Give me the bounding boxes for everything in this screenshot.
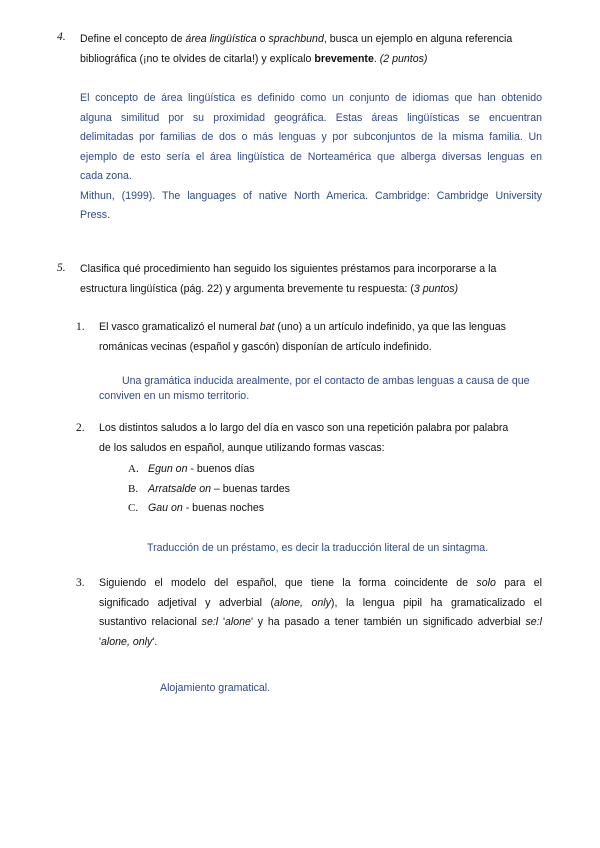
subitem-c: C. Gau on - buenas noches <box>128 499 428 519</box>
term-arratsalde-on: Arratsalde on <box>148 482 212 495</box>
item-1-answer-line-2: conviven en un mismo territorio. <box>99 390 250 402</box>
item-2-answer: Traducción de un préstamo, es decir la traducción literal de un sintagma. <box>147 542 489 554</box>
subitem-letter: B. <box>128 482 139 495</box>
item-3-text <box>99 574 542 652</box>
citation-line: Press. <box>80 209 111 221</box>
item-1-answer-line-1: Una gramática inducida arealmente, por el contacto de ambas lenguas a causa de que <box>122 375 530 387</box>
subitem-letter: C. <box>128 502 139 514</box>
answer-line: El concepto de área lingüística es definido como un conjunto de idiomas que han obtenido <box>80 92 542 104</box>
term-gau-on: Gau on <box>148 502 183 514</box>
item-3-number: 3. <box>76 577 85 589</box>
citation-line: Mithun, (1999). The languages of native North America. Cambridge: Cambridge University <box>80 189 542 202</box>
term-egun-on: Egun on <box>148 463 188 475</box>
item-3-line-3: sustantivo relacional se:l 'alone' y ha pasado a tener también un significado adverbial se:l <box>99 616 542 628</box>
item-1-answer <box>99 374 554 404</box>
question-5-text <box>80 260 550 299</box>
term-sel: se:l <box>525 616 542 628</box>
term-solo: solo <box>476 577 496 589</box>
term-alone-only: alone, only <box>274 596 331 609</box>
item-2-line-1: Los distintos saludos a lo largo del día en vasco son una repetición palabra por palabra <box>99 422 509 434</box>
emphasis-brevemente: brevemente <box>314 52 374 65</box>
item-2-line-2: de los saludos en español, aunque utilizando formas vascas: <box>99 441 385 454</box>
answer-line: cada zona. <box>80 170 132 182</box>
item-2-number: 2. <box>76 422 85 434</box>
question-5-line-2: estructura lingüística (pág. 22) y argumenta brevemente tu respuesta: (3 puntos) <box>80 282 459 295</box>
item-3-line-1: Siguiendo el modelo del español, que tiene la forma coincidente de solo para el <box>99 577 542 589</box>
question-5-line-1: Clasifica qué procedimiento han seguido los siguientes préstamos para incorporarse a la <box>80 263 497 275</box>
item-3-answer: Alojamiento gramatical. <box>160 682 271 694</box>
item-3-line-4: 'alone, only'. <box>99 635 158 648</box>
item-1-line-1: El vasco gramaticalizó el numeral bat (uno) a un artículo indefinido, ya que las lenguas <box>99 321 506 333</box>
question-4-line-1: Define el concepto de área lingüística o sprachbund, busca un ejemplo en alguna referencia <box>80 33 513 45</box>
subitem-b: B. Arratsalde on – buenas tardes <box>128 480 428 500</box>
answer-line: ejemplo de esto sería el área lingüística de Norteamérica que alberga diversas lenguas en <box>80 150 542 163</box>
question-4-line-2: bibliográfica (¡no te olvides de citarla!) y explícalo brevemente. (2 puntos) <box>80 52 428 65</box>
answer-line: delimitadas por familias de dos o más lenguas y por subconjuntos de la misma familia. Un <box>80 131 542 143</box>
item-1-number: 1. <box>76 321 85 333</box>
item-1-line-2: románicas vecinas (español y gascón) disponían de artículo indefinido. <box>99 340 432 353</box>
question-4-number: 4. <box>57 31 66 43</box>
question-5-number: 5. <box>57 262 66 274</box>
term-alone: alone <box>225 616 251 628</box>
question-4-points: (2 puntos) <box>379 52 428 65</box>
term-sprachbund: sprachbund <box>268 33 324 45</box>
question-4-answer <box>80 89 542 226</box>
question-4-text <box>80 30 550 69</box>
subitem-a: A. Egun on - buenos días <box>128 460 428 480</box>
subitem-letter: A. <box>128 463 139 475</box>
term-area-linguistica: área lingüística <box>185 33 257 45</box>
answer-line: alguna similitud por su proximidad geográfica. Estas áreas lingüísticas se encuentran <box>80 111 542 124</box>
term-sel: se:l <box>201 616 219 628</box>
question-5-points: 3 puntos) <box>413 282 459 295</box>
term-alone-only: alone, only <box>101 635 153 648</box>
item-3-line-2: significado adjetival y adverbial (alone, only), la lengua pipil ha gramaticalizado el <box>99 596 542 609</box>
term-bat: bat <box>259 321 275 333</box>
item-2-subitems <box>128 460 428 519</box>
item-2-text <box>99 419 549 458</box>
item-1-text <box>99 318 549 357</box>
